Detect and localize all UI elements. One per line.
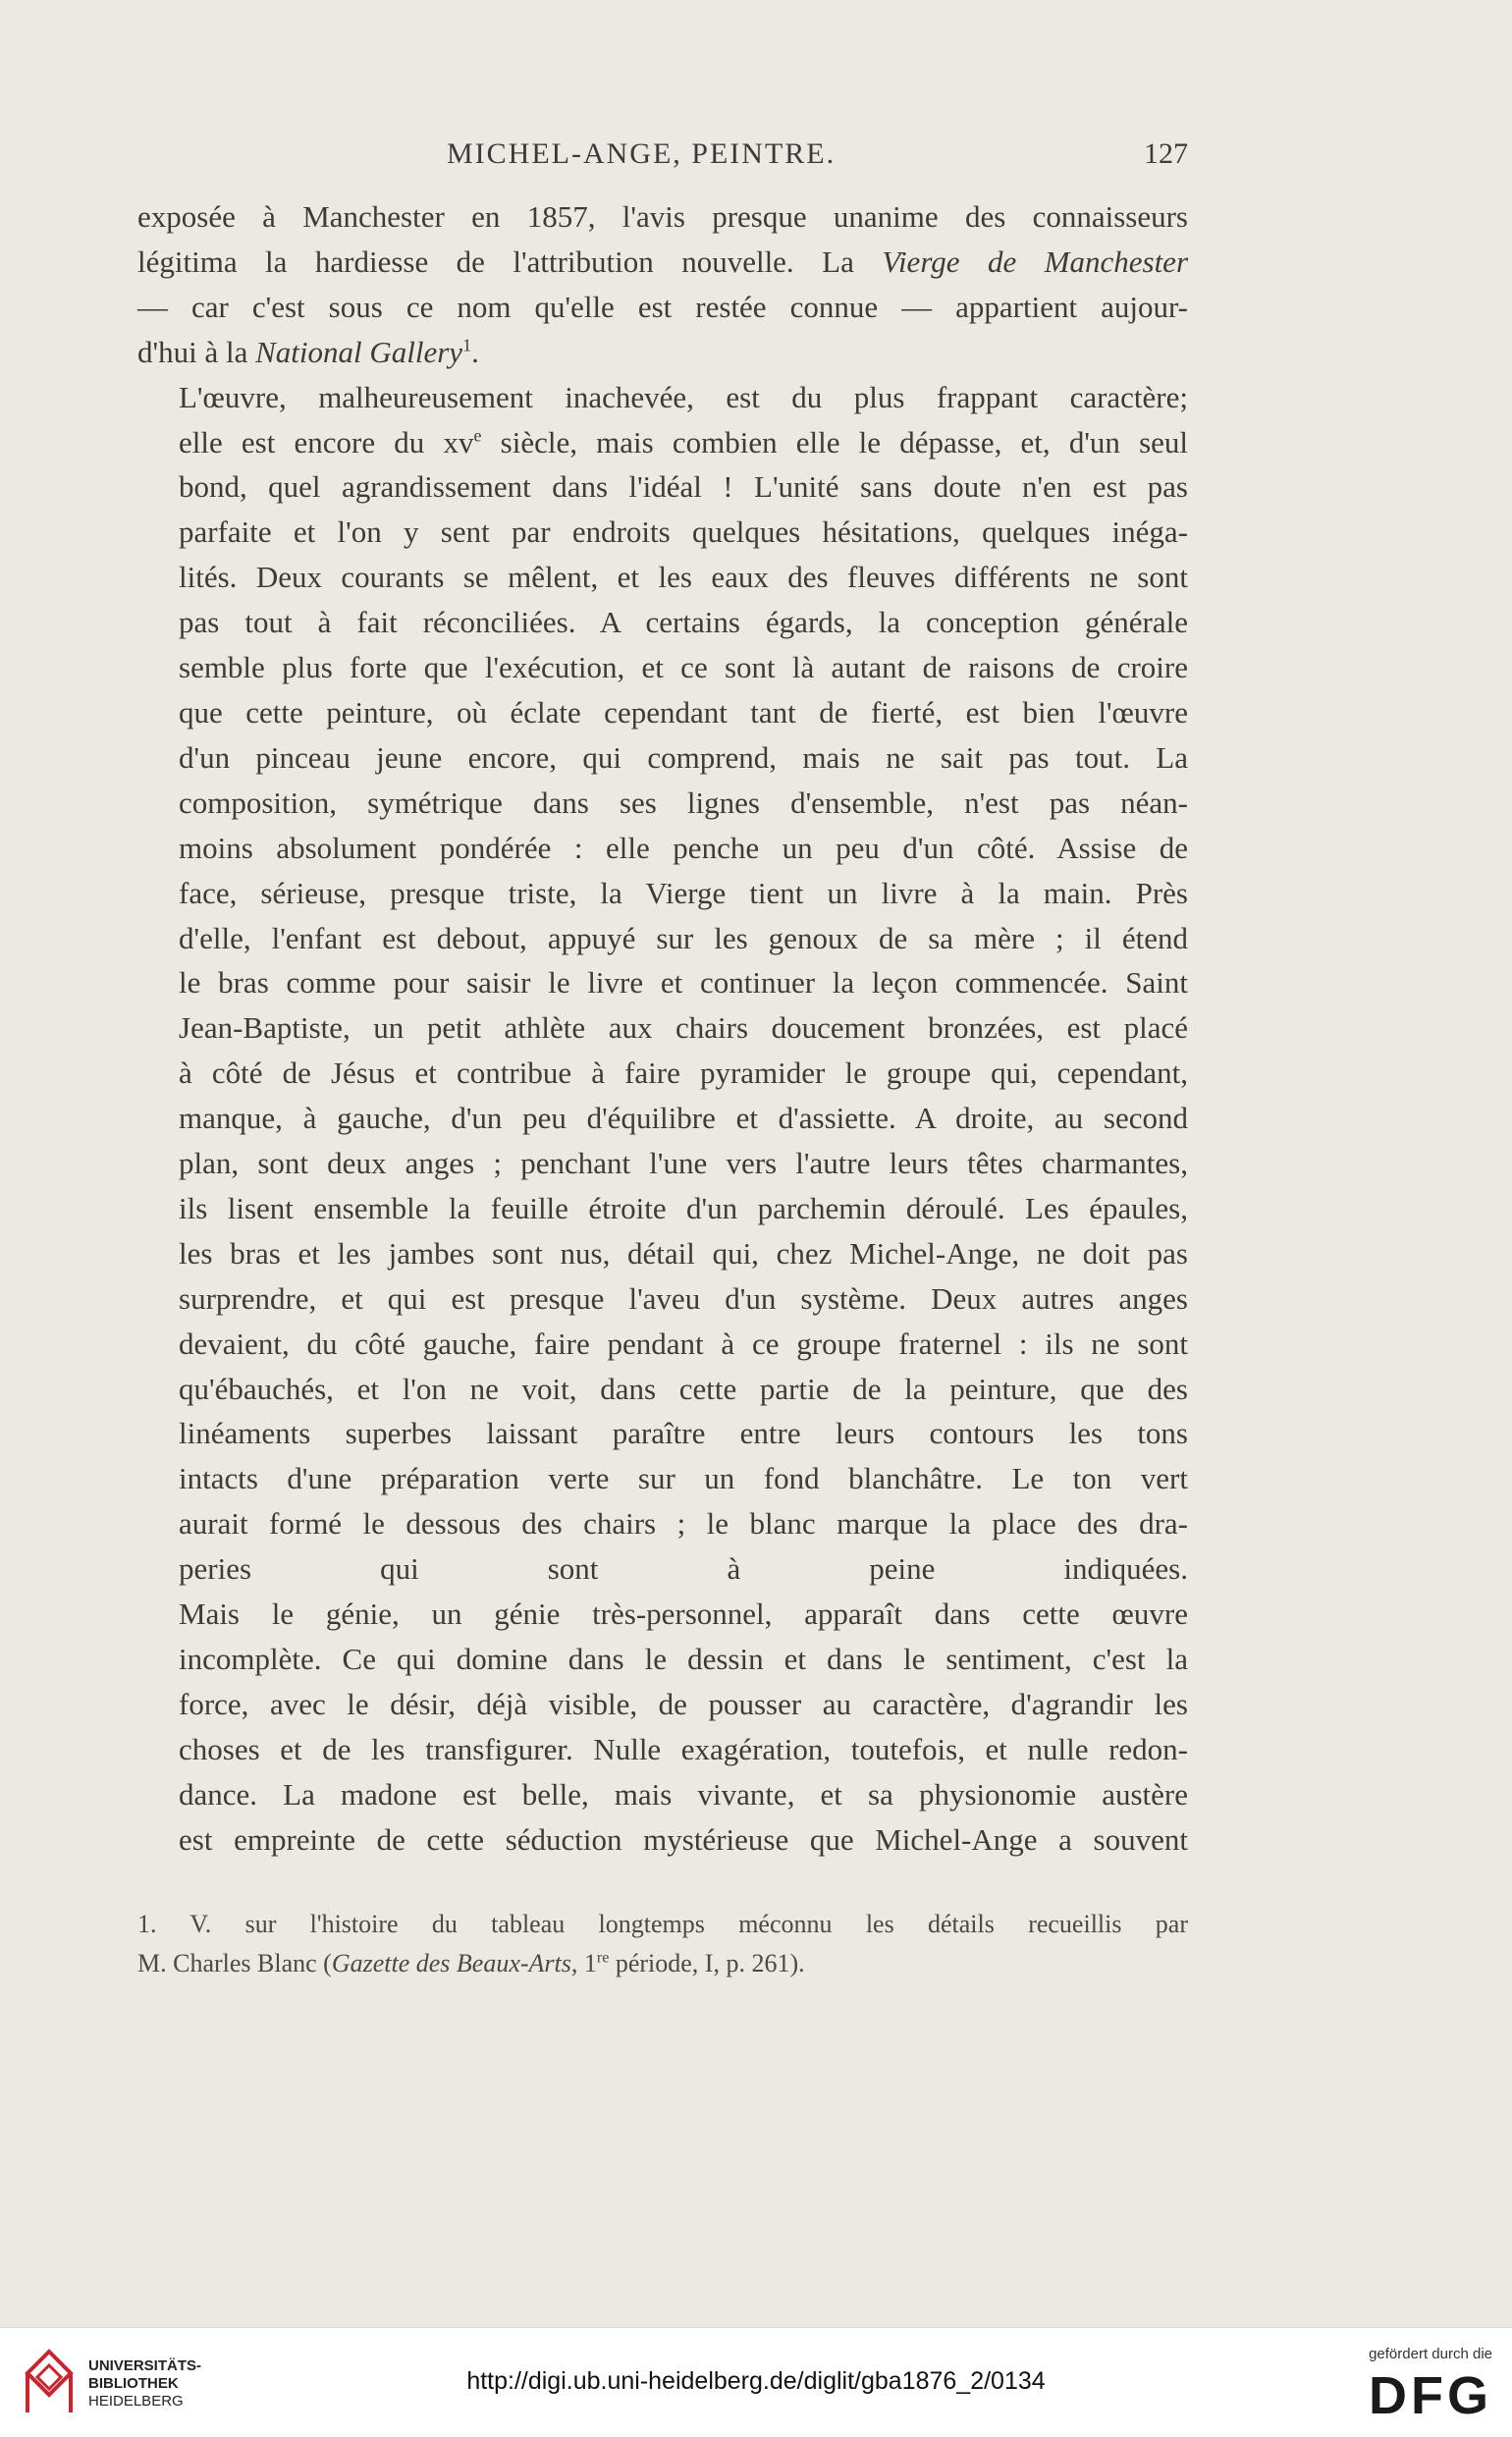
institution-line: UNIVERSITÄTS-: [88, 2357, 202, 2374]
text-line: dance. La madone est belle, mais vivante, et sa physionomie austère: [179, 1776, 1188, 1812]
text-line: que cette peinture, où éclate cependant tant de fierté, est bien l'œuvre: [179, 694, 1188, 730]
digitization-footer: [0, 2327, 1512, 2437]
text-run: siècle, mais combien elle le dépasse, et, d'un seul: [481, 424, 1189, 460]
paragraph-2: [137, 375, 1188, 1592]
text-line: choses et de les transfigurer. Nulle exagération, toutefois, et nulle redon-: [179, 1731, 1188, 1766]
italic-title: National Gallery: [255, 334, 463, 369]
text-line: manque, à gauche, d'un peu d'équilibre et d'assiette. A droite, au second: [179, 1101, 1188, 1136]
text-line: d'un pinceau jeune encore, qui comprend, mais ne sait pas tout. La: [179, 739, 1188, 775]
text-line: incomplète. Ce qui domine dans le dessin et dans le sentiment, c'est la: [179, 1642, 1188, 1676]
text-line: force, avec le désir, déjà visible, de pousser au caractère, d'agrandir les: [179, 1686, 1188, 1721]
italic-title: Vierge de Manchester: [882, 244, 1189, 279]
text-line: [137, 240, 1188, 285]
text-line: bond, quel agrandissement dans l'idéal ! L'unité sans doute n'en est pas: [179, 469, 1188, 505]
paragraph-1: [137, 194, 1188, 375]
text-line: Mais le génie, un génie très-personnel, apparaît dans cette œuvre: [179, 1597, 1188, 1632]
text-line: d'elle, l'enfant est debout, appuyé sur les genoux de sa mère ; il étend: [179, 920, 1188, 955]
text-line: qu'ébauchés, et l'on ne voit, dans cette partie de la peinture, que des: [179, 1371, 1188, 1406]
text-line: composition, symétrique dans ses lignes d'ensemble, n'est pas néan-: [179, 785, 1188, 820]
text-line: devaient, du côté gauche, faire pendant à ce groupe fraternel : ils ne sont: [179, 1326, 1188, 1361]
text-run: période, I, p. 261).: [609, 1949, 805, 1977]
text-run: elle est encore du xv: [179, 424, 474, 460]
text-line: [137, 330, 1188, 375]
superscript: re: [596, 1949, 610, 1967]
page-number: 127: [1144, 137, 1188, 170]
text-line: linéaments superbes laissant paraître entre leurs contours les tons: [179, 1416, 1188, 1451]
text-line: surprendre, et qui est presque l'aveu d'un système. Deux autres anges: [179, 1280, 1188, 1316]
paragraph-3: [137, 1592, 1188, 1862]
text-line: les bras et les jambes sont nus, détail qui, chez Michel-Ange, ne doit pas: [179, 1235, 1188, 1271]
text-line: parfaite et l'on y sent par endroits quelques hésitations, quelques inéga-: [179, 514, 1188, 550]
text-line: le bras comme pour saisir le livre et continuer la leçon commencée. Saint: [179, 965, 1188, 1001]
footnote-line: [137, 1944, 1188, 1983]
institution-line: HEIDELBERG: [88, 2393, 184, 2410]
sponsor-label: gefördert durch die: [1369, 2346, 1492, 2362]
text-line: exposée à Manchester en 1857, l'avis presque unanime des connaisseurs: [137, 199, 1188, 234]
footnote: [137, 1905, 1188, 1983]
text-line: à côté de Jésus et contribue à faire pyramider le groupe qui, cependant,: [179, 1056, 1188, 1091]
running-title: MICHEL-ANGE, PEINTRE.: [447, 137, 837, 170]
text-line: semble plus forte que l'exécution, et ce sont là autant de raisons de croire: [179, 650, 1188, 685]
text-line: [137, 420, 1188, 465]
italic-title: Gazette des Beaux-Arts: [331, 1949, 571, 1977]
footnote-marker: 1: [462, 335, 472, 355]
text-line: peries qui sont à peine indiquées.: [179, 1551, 1188, 1587]
text-line: est empreinte de cette séduction mystérieuse que Michel-Ange a souvent: [179, 1821, 1188, 1857]
footnote-line: 1. V. sur l'histoire du tableau longtemps méconnu les détails recueillis par: [137, 1910, 1188, 1938]
text-line: intacts d'une préparation verte sur un fond blanchâtre. Le ton vert: [179, 1461, 1188, 1496]
text-line: L'œuvre, malheureusement inachevée, est du plus frappant caractère;: [179, 379, 1188, 414]
text-run: d'hui à la: [137, 334, 256, 369]
text-line: aurait formé le dessous des chairs ; le blanc marque la place des dra-: [179, 1506, 1188, 1542]
page-header: [128, 137, 1188, 187]
text-line: — car c'est sous ce nom qu'elle est restée connue — appartient aujour-: [137, 289, 1188, 324]
text-line: plan, sont deux anges ; penchant l'une vers l'autre leurs têtes charmantes,: [179, 1146, 1188, 1181]
superscript: e: [473, 425, 482, 446]
body-text: [137, 194, 1188, 1863]
dfg-logo: DFG: [1369, 2366, 1492, 2425]
sponsor-block: [1316, 2346, 1492, 2425]
text-line: face, sérieuse, presque triste, la Vierge tient un livre à la main. Près: [179, 875, 1188, 910]
text-run: , 1: [570, 1949, 597, 1977]
text-line: Jean-Baptiste, un petit athlète aux chairs doucement bronzées, est placé: [179, 1010, 1188, 1046]
text-run: légitima la hardiesse de l'attribution nouvelle. La: [137, 244, 883, 279]
text-line: lités. Deux courants se mêlent, et les eaux des fleuves différents ne sont: [179, 560, 1188, 595]
text-run: .: [471, 334, 479, 369]
text-run: M. Charles Blanc (: [137, 1949, 332, 1977]
text-line: pas tout à fait réconciliées. A certains égards, la conception générale: [179, 605, 1188, 640]
source-url-link[interactable]: http://digi.ub.uni-heidelberg.de/diglit/gba1876_2/0134: [466, 2367, 1046, 2395]
text-line: ils lisent ensemble la feuille étroite d'un parchemin déroulé. Les épaules,: [179, 1190, 1188, 1225]
institution-line: BIBLIOTHEK: [88, 2375, 179, 2392]
text-line: moins absolument pondérée : elle penche un peu d'un côté. Assise de: [179, 830, 1188, 865]
